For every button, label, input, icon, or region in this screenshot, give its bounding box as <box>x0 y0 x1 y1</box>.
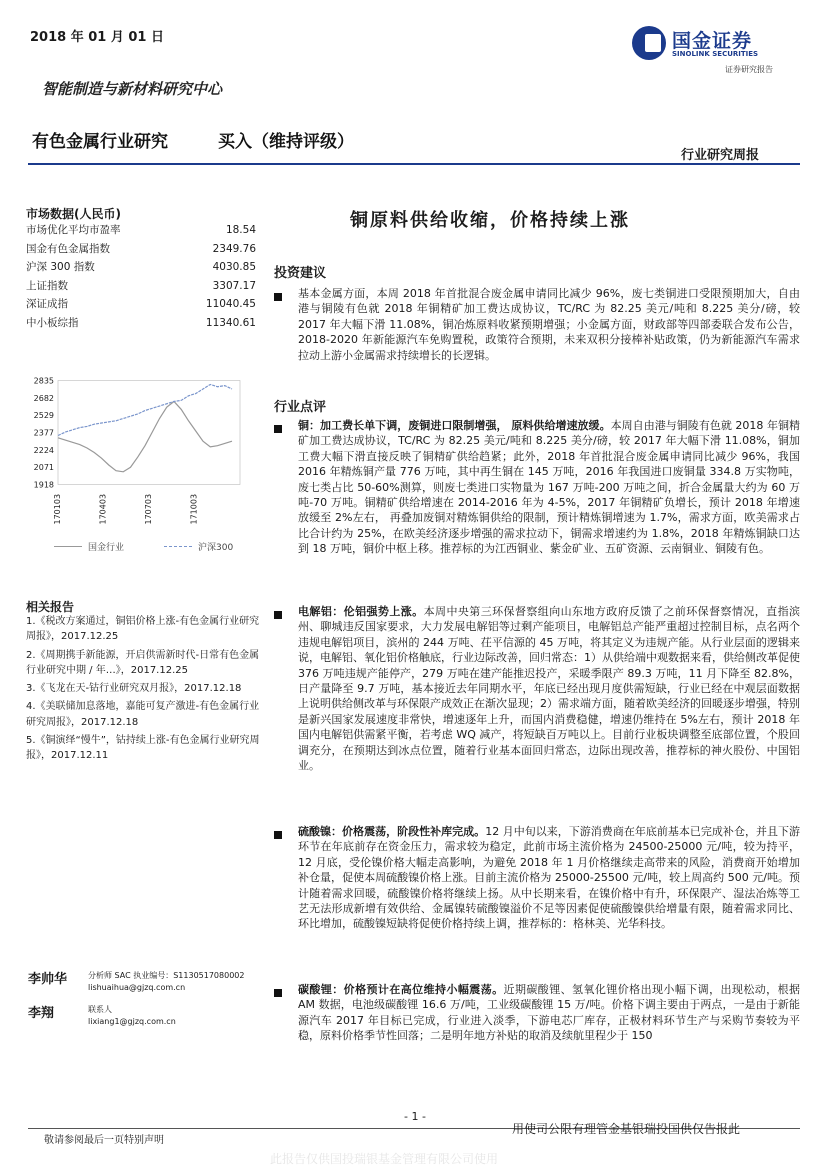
report-type: 行业研究周报 <box>681 148 760 163</box>
logo-name: 国金证券 <box>672 30 753 52</box>
bullet-icon <box>274 425 282 433</box>
y-tick-label: 2377 <box>33 428 54 438</box>
footer-notice: 用使司公限有理管金基银瑞投国供仅告报此 <box>512 1122 741 1136</box>
market-title: 市场数据(人民币) <box>26 207 121 221</box>
chart-legend: 国金行业 沪深300 <box>54 540 233 553</box>
nickel-text: 硫酸镍：价格震荡，阶段性补库完成。12 月中旬以来，下游消费商在年底前基本已完成补仓，并且下游环节在年底前存在资金压力，需求较为稳定，此前市场主流价格为 24500-25000 元/吨，较为持平，12 月底，受伦镍价格大幅走高影响，为避免 2018 年 1 月价格继续走高带来的风险，消费商开始增加补仓量，促使本周硫酸镍价格上涨。目前主流价格为 25000-25500 元/吨，较上周高约 500 元/吨。预计随着需求回暖，硫酸镍价格将继续上扬。从中长期来看，在镍价格中有升，环保限产、湿法冶炼等工艺无法形成新增有效供给、金属镍转硫酸镍溢价不足等因素促使硫酸镍供给增量有限，随着需求同比、环比增加，硫酸镍短缺将促使价格持续上调，推荐标的：格林美、光华科技。 <box>298 825 801 931</box>
header-rule <box>28 163 800 165</box>
series-line-0 <box>58 401 232 471</box>
index-chart <box>24 360 246 560</box>
market-row: 市场优化平均市盈率 18.54 <box>26 224 256 236</box>
related-item[interactable]: 4.《美联储加息落地，嘉能可复产激进-有色金属行业研究周报》，2017.12.18 <box>26 701 260 728</box>
related-item[interactable]: 3.《飞龙在天-钴行业研究双月报》，2017.12.18 <box>26 683 242 695</box>
y-tick-label: 2224 <box>33 445 54 455</box>
industry-title: 有色金属行业研究 <box>32 132 168 152</box>
report-title: 铜原料供给收缩，价格持续上涨 <box>350 210 630 231</box>
related-item[interactable]: 2.《周期携手新能源，开启供需新时代-日常有色金属行业研究中期 / 年…》，2017.12.25 <box>26 649 260 676</box>
research-center: 智能制造与新材料研究中心 <box>42 80 223 98</box>
related-title: 相关报告 <box>26 600 75 614</box>
bullet-icon <box>274 611 282 619</box>
y-tick-label: 1918 <box>33 480 54 490</box>
y-tick-label: 2835 <box>33 376 54 386</box>
copper-text: 铜：加工费长单下调，废铜进口限制增强， 原料供给增速放缓。本周自由港与铜陵有色就 2018 年铜精矿加工费达成协议，TC/RC 为 82.25 美元/吨和 8.225 美分/磅，较 2017 年大幅下滑 11.08%，铜加工费大幅下滑直接反映了铜精矿供给趋紧；此外，2018 年首批混合废金属申请同比减少 96%，我国 2016 年精炼铜产量 776 万吨，其中再生铜在 145 万吨，2016 年我国进口废铜量 334.8 万实物吨，废七类占比 50-60%测算，则废七类进口实物量为 167 万吨-200 万吨之间，折合金属量大约为 60 万吨-70 万吨。铜精矿供给增速在 2014-2016 年为 4-5%，2017 年铜精矿负增长，预计 2018 年增速放缓至 2%左右， 再叠加废铜对精炼铜供给的限制，预计精炼铜增速为 1.7%，需求方面，欧美需求占比合计约为 25%，在欧美经济逐步增强的需求拉动下，铜需求增速约为 1.8%，2018 年精炼铜缺口达到 18 万吨，铜价中枢上移。推荐标的为江西铜业、紫金矿业、五矿资源、云南铜业、铜陵有色。 <box>298 419 800 556</box>
logo-icon <box>632 26 666 60</box>
market-row: 上证指数 3307.17 <box>26 279 256 292</box>
series-line-1 <box>58 384 232 435</box>
x-tick-label: 171003 <box>189 493 199 525</box>
y-tick-label: 2682 <box>33 393 54 403</box>
section-review: 行业点评 <box>274 400 327 415</box>
plot-frame <box>58 381 240 485</box>
report-date: 2018 年 01 月 01 日 <box>30 30 164 45</box>
related-item[interactable]: 5.《铜演绎“慢牛”，钴持续上涨-有色金属行业研究周报》，2017.12.11 <box>26 735 260 762</box>
market-row: 深证成指 11040.45 <box>26 298 256 311</box>
section-invest: 投资建议 <box>274 266 327 281</box>
lithium-text: 碳酸锂：价格预计在高位维持小幅震荡。近期碳酸锂、氢氧化锂价格出现小幅下调，出现松动，根据 AM 数据，电池级碳酸锂 16.6 万/吨，工业级碳酸锂 15 万/吨。价格下调主要由于两点，一是由于新能源汽车 2017 年目标已完成，行业进入淡季，下游电芯厂库存，正极材料环节生产与采购节奏较为平稳，原料价格季节性回落；二是明年地方补贴的取消及续航里程少于 150 <box>298 983 800 1043</box>
page-number: - 1 - <box>404 1110 426 1123</box>
market-row: 中小板综指 11340.61 <box>26 316 256 329</box>
x-tick-label: 170703 <box>144 493 153 525</box>
y-tick-label: 2529 <box>33 411 54 421</box>
rating: 买入（维持评级） <box>218 132 354 152</box>
invest-text: 基本金属方面，本周 2018 年首批混合废金属申请同比减少 96%，废七类铜进口受限预期加大，自由港与铜陵有色就 2018 年铜精矿加工费达成协议，TC/RC 为 82.25 美元/吨和 8.225 美分/磅，较 2017 年大幅下滑 11.08%，铜冶炼原料收紧预期增强；小金属方面，财政部等四部委联合发布公告，2018-2020 年新能源汽车免购置税，政策符合预期，未来双积分接棒补贴政策，仍为新能源汽车需求拉动上游小金属需求持续增长的长逻辑。 <box>298 287 800 362</box>
footer-disclaimer: 敬请参阅最后一页特别声明 <box>44 1135 164 1146</box>
legend-line-hs300 <box>164 546 192 547</box>
x-tick-label: 170403 <box>98 493 108 525</box>
logo-en: SINOLINK SECURITIES <box>672 50 759 58</box>
legend-line-industry <box>54 546 82 547</box>
aluminum-text: 电解铝：伦铝强势上涨。本周中央第三环保督察组向山东地方政府反馈了之前环保督察情况，直指滨州、聊城违反国家要求，大力发展电解铝等过剩产能项目，电解铝总产能严重超过控制目标，点名两个违规电解铝项目，滨州的 244 万吨、茌平信源的 45 万吨，将其定义为违规产能。从行业层面的逻辑来说，电解铝、氧化铝价格触底，行业边际改善，回归常态：1）从供给端中观数据来看，供给侧改革促使 376 万吨违规产能停产，279 万吨在建产能推迟投产，采暖季限产 89.3 万吨，11 月下降至 82.8%，日产量降至 9.7 万吨，基本接近去年同期水平，年底已经出现月度供需短缺，行业已经在中观层面数据上说明供给侧改革与环保限产成效正在渐次显现；2）需求端方面，随着欧美经济的回暖逐步增强，特别是新兴国家发展速度非常快，增速逐年上升，而国内消费稳健，增速仍维持在 5%左右，预计 2018 年国内电解铝供需紧平衡，若考虑 WQ 减产，将短缺百万吨以上。目前行业板块调整至底部位置，个股回调充分，在预期达到冰点位置，随着行业基本面回归常态，边际出现改善，推荐标的神火股份、中国铝业。 <box>298 605 801 773</box>
market-row: 沪深 300 指数 4030.85 <box>26 261 256 274</box>
logo <box>632 24 802 76</box>
x-tick-label: 170103 <box>53 493 62 525</box>
logo-subtitle: 证券研究报告 <box>725 65 773 74</box>
bullet-icon <box>274 831 282 839</box>
bullet-icon <box>274 989 282 997</box>
related-item[interactable]: 1.《税改方案通过，铜铝价格上涨-有色金属行业研究周报》，2017.12.25 <box>26 616 260 643</box>
y-tick-label: 2071 <box>33 463 54 473</box>
market-row: 国金有色金属指数 2349.76 <box>26 242 256 255</box>
bullet-icon <box>274 293 282 301</box>
related-list <box>26 614 266 767</box>
watermark: 此报告仅供国投瑞银基金管理有限公司使用 <box>270 1152 499 1166</box>
market-table <box>26 221 256 333</box>
